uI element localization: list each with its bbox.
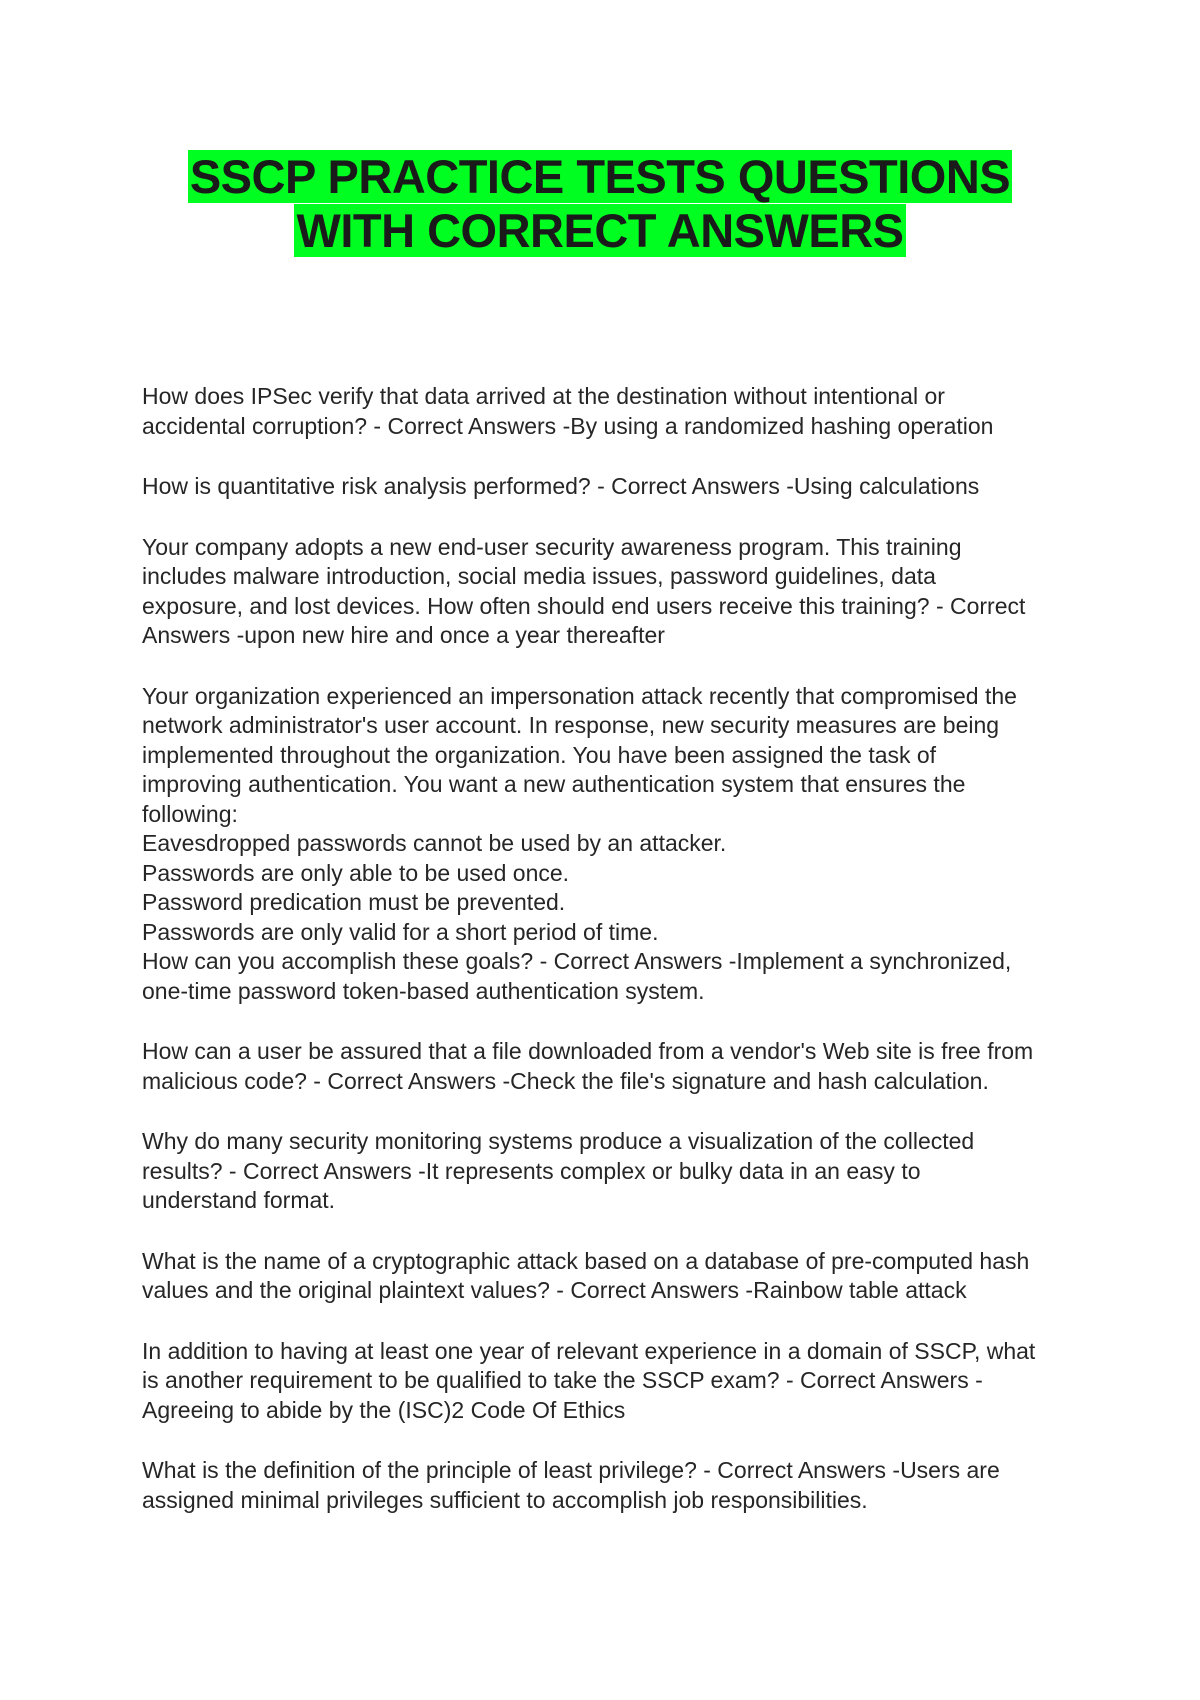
- qa-entry: [142, 1127, 1082, 1216]
- qa-line: assigned minimal privileges sufficient to accomplish job responsibilities.: [142, 1486, 868, 1513]
- qa-entry: [142, 682, 1082, 1007]
- qa-line: How can you accomplish these goals? - Correct Answers -Implement a synchronized,: [142, 948, 1012, 974]
- qa-entry: [142, 382, 1082, 441]
- qa-line: implemented throughout the organization. You have been assigned the task of: [142, 741, 937, 768]
- qa-line: How can a user be assured that a file downloaded from a vendor's Web site is free from: [142, 1038, 1034, 1064]
- question-answer-list: [142, 382, 1082, 1546]
- qa-line: Agreeing to abide by the (ISC)2 Code Of Ethics: [142, 1396, 626, 1423]
- qa-line: Passwords are only valid for a short period of time.: [142, 918, 659, 945]
- qa-line: exposure, and lost devices. How often should end users receive this training? - Correct: [142, 592, 1026, 619]
- qa-line: values and the original plaintext values? - Correct Answers -Rainbow table attack: [142, 1277, 967, 1303]
- qa-line: How does IPSec verify that data arrived at the destination without intentional or: [142, 383, 945, 409]
- title-highlight-2: WITH CORRECT ANSWERS: [296, 204, 904, 257]
- qa-line: one-time password token-based authentication system.: [142, 977, 705, 1004]
- qa-entry: [142, 1247, 1082, 1306]
- qa-entry: [142, 533, 1082, 651]
- title-line-1: [0, 150, 1200, 204]
- qa-entry: [142, 1037, 1082, 1096]
- qa-line: Your organization experienced an impersonation attack recently that compromised the: [142, 682, 1017, 709]
- qa-line: In addition to having at least one year of relevant experience in a domain of SSCP, what: [142, 1337, 1036, 1364]
- title-line-2: [0, 204, 1200, 258]
- qa-line: What is the name of a cryptographic attack based on a database of pre-computed hash: [142, 1247, 1030, 1274]
- qa-line: Eavesdropped passwords cannot be used by an attacker.: [142, 830, 727, 856]
- qa-line: understand format.: [142, 1187, 336, 1213]
- qa-line: results? - Correct Answers -It represents complex or bulky data in an easy to: [142, 1157, 921, 1184]
- qa-line: Answers -upon new hire and once a year thereafter: [142, 622, 665, 648]
- qa-line: How is quantitative risk analysis performed? - Correct Answers -Using calculations: [142, 473, 980, 499]
- document-title: [0, 150, 1200, 258]
- title-highlight-1: SSCP PRACTICE TESTS QUESTIONS: [189, 150, 1011, 203]
- qa-entry: [142, 1337, 1082, 1426]
- qa-line: malicious code? - Correct Answers -Check the file's signature and hash calculation.: [142, 1067, 989, 1094]
- qa-line: Your company adopts a new end-user security awareness program. This training: [142, 533, 962, 560]
- qa-line: What is the definition of the principle of least privilege? - Correct Answers -Users are: [142, 1457, 1000, 1483]
- qa-line: following:: [142, 800, 238, 827]
- qa-line: improving authentication. You want a new authentication system that ensures the: [142, 771, 966, 797]
- qa-line: includes malware introduction, social media issues, password guidelines, data: [142, 563, 936, 589]
- qa-line: Passwords are only able to be used once.: [142, 859, 570, 886]
- qa-line: is another requirement to be qualified to take the SSCP exam? - Correct Answers -: [142, 1367, 983, 1393]
- qa-entry: [142, 472, 1082, 502]
- qa-line: accidental corruption? - Correct Answers -By using a randomized hashing operation: [142, 412, 994, 439]
- qa-line: network administrator's user account. In response, new security measures are being: [142, 712, 1000, 738]
- qa-entry: [142, 1456, 1082, 1515]
- qa-line: Password predication must be prevented.: [142, 889, 566, 915]
- qa-line: Why do many security monitoring systems produce a visualization of the collected: [142, 1128, 975, 1154]
